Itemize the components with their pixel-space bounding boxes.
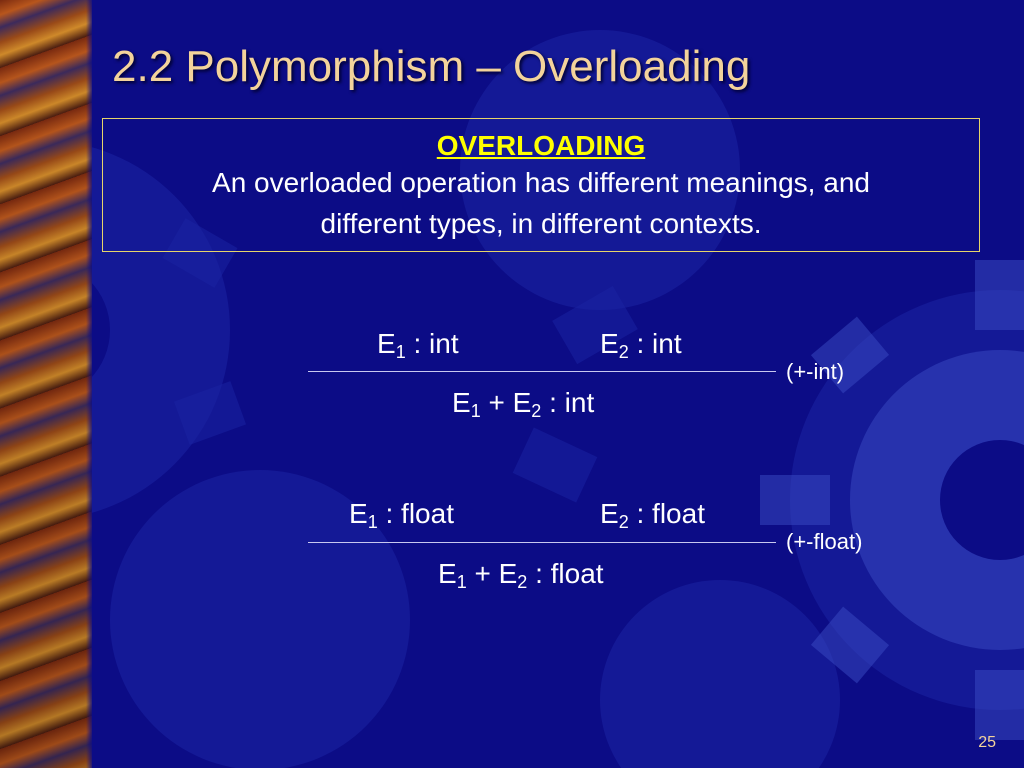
type-annotation: : float — [385, 498, 454, 529]
definition-line-1: An overloaded operation has different meanings, and — [212, 167, 870, 198]
expr-e: E — [377, 328, 396, 359]
expr-e: E — [349, 498, 368, 529]
rule-float-premise-1 — [349, 498, 454, 533]
plus-expr: + E — [474, 558, 518, 589]
decorative-side-strip — [0, 0, 92, 768]
subscript: 1 — [456, 572, 467, 592]
subscript: 2 — [618, 342, 629, 362]
rule-int-inference-line — [308, 371, 776, 372]
expr-e: E — [600, 498, 619, 529]
plus-expr: + E — [488, 387, 532, 418]
expr-e: E — [438, 558, 457, 589]
subscript: 2 — [618, 512, 629, 532]
subscript: 1 — [395, 342, 406, 362]
definition-line-2: different types, in different contexts. — [320, 208, 762, 239]
subscript: 1 — [470, 401, 481, 421]
type-annotation: : float — [535, 558, 604, 589]
subscript: 1 — [367, 512, 378, 532]
definition-box — [102, 118, 980, 252]
rule-float-label: (+-float) — [786, 529, 863, 554]
page-number: 25 — [978, 734, 996, 751]
subscript: 2 — [517, 572, 528, 592]
expr-e: E — [452, 387, 471, 418]
rule-int-premise-1 — [377, 328, 459, 363]
type-annotation: : int — [413, 328, 459, 359]
slide-title: 2.2 Polymorphism – Overloading — [112, 42, 751, 91]
rule-int-conclusion — [452, 387, 594, 422]
definition-heading: OVERLOADING — [436, 130, 646, 161]
rule-float-inference-line — [308, 542, 776, 543]
rule-int-premise-2 — [600, 328, 682, 363]
definition-text — [103, 162, 979, 244]
expr-e: E — [600, 328, 619, 359]
type-annotation: : int — [636, 328, 682, 359]
type-annotation: : float — [636, 498, 705, 529]
rule-float-conclusion — [438, 558, 604, 593]
type-annotation: : int — [549, 387, 595, 418]
rule-int-label: (+-int) — [786, 359, 845, 384]
subscript: 2 — [531, 401, 542, 421]
rule-float-premise-2 — [600, 498, 705, 533]
